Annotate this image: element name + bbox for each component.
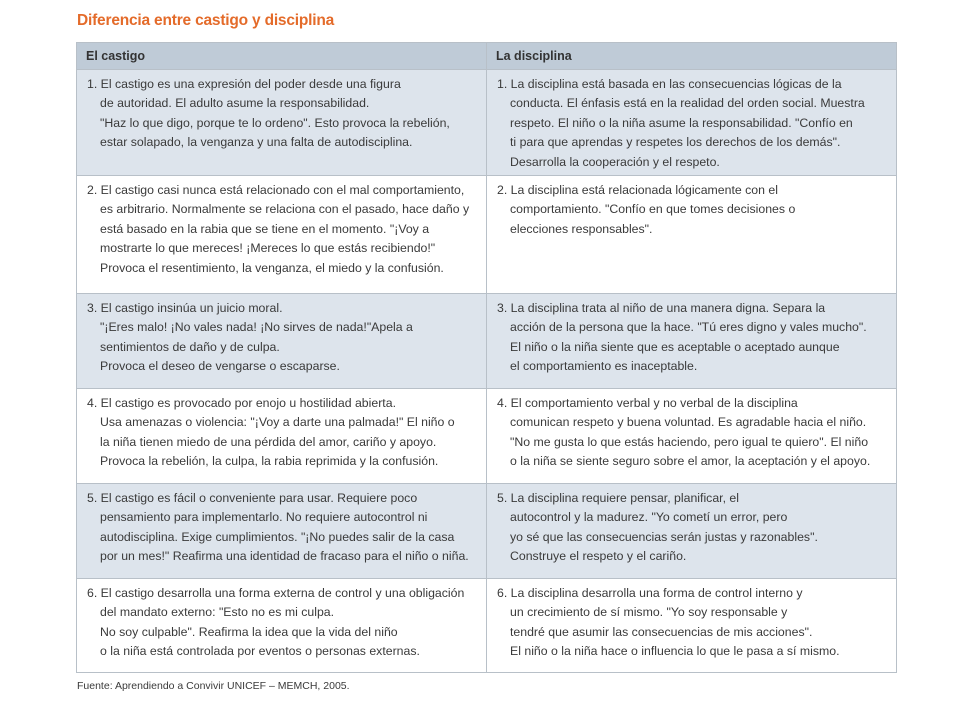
- cell-text-line: Desarrolla la cooperación y el respeto.: [510, 154, 720, 169]
- cell-text-line: respeto. El niño o la niña asume la responsabilidad. "Confío en: [510, 115, 853, 130]
- cell-text-line: autodisciplina. Exige cumplimientos. "¡No puedes salir de la casa: [100, 529, 455, 544]
- cell-text-line: o la niña se siente seguro sobre el amor, la aceptación y el apoyo.: [510, 454, 871, 469]
- cell-text-line: del mandato externo: "Esto no es mi culpa.: [100, 605, 335, 620]
- cell-text-line: No soy culpable". Reafirma la idea que la vida del niño: [100, 624, 398, 639]
- page-title: Diferencia entre castigo y disciplina: [77, 12, 335, 29]
- cell-text-line: 6. El castigo desarrolla una forma externa de control y una obligación: [87, 586, 465, 600]
- column-header-castigo: El castigo: [77, 43, 487, 70]
- cell-text-line: mostrarte lo que mereces! ¡Mereces lo que estás recibiendo!": [100, 241, 436, 256]
- cell-text-line: estar solapado, la venganza y una falta de autodisciplina.: [100, 135, 413, 150]
- cell-text-line: 6. La disciplina desarrolla una forma de control interno y: [497, 586, 803, 600]
- cell-text-line: yo sé que las consecuencias serán justas y razonables".: [510, 529, 818, 544]
- cell-text-line: ti para que aprendas y respetes los derechos de los demás".: [510, 135, 841, 150]
- cell-text-line: Usa amenazas o violencia: "¡Voy a darte una palmada!" El niño o: [100, 415, 455, 430]
- cell-text-line: "¡Eres malo! ¡No vales nada! ¡No sirves de nada!"Apela a: [100, 320, 413, 335]
- cell-disciplina: [487, 294, 897, 389]
- cell-disciplina: [487, 484, 897, 579]
- cell-text-line: Provoca el resentimiento, la venganza, el miedo y la confusión.: [100, 260, 444, 275]
- cell-text-line: la niña tienen miedo de una pérdida del amor, cariño y apoyo.: [100, 434, 437, 449]
- cell-text-line: Provoca la rebelión, la culpa, la rabia reprimida y la confusión.: [100, 454, 439, 469]
- cell-text-line: tendré que asumir las consecuencias de mis acciones".: [510, 624, 813, 639]
- table-row: [77, 294, 897, 389]
- cell-text-line: comunican respeto y buena voluntad. Es agradable hacia el niño.: [510, 415, 867, 430]
- cell-text-line: 3. El castigo insinúa un juicio moral.: [87, 301, 283, 315]
- cell-castigo: [77, 389, 487, 484]
- cell-disciplina: [487, 70, 897, 176]
- cell-text-line: 4. El castigo es provocado por enojo u hostilidad abierta.: [87, 396, 396, 410]
- cell-disciplina: [487, 389, 897, 484]
- source-note: Fuente: Aprendiendo a Convivir UNICEF – MEMCH, 2005.: [77, 680, 350, 692]
- cell-text-line: 2. La disciplina está relacionada lógicamente con el: [497, 183, 778, 197]
- cell-text-line: Provoca el deseo de vengarse o escaparse.: [100, 359, 340, 374]
- cell-disciplina: [487, 579, 897, 673]
- cell-text-line: el comportamiento es inaceptable.: [510, 359, 698, 374]
- cell-text-line: elecciones responsables".: [510, 221, 653, 236]
- cell-text-line: 3. La disciplina trata al niño de una manera digna. Separa la: [497, 301, 826, 315]
- column-header-disciplina: La disciplina: [487, 43, 897, 70]
- cell-castigo: [77, 294, 487, 389]
- cell-text-line: autocontrol y la madurez. "Yo cometí un error, pero: [510, 510, 788, 525]
- cell-castigo: [77, 70, 487, 176]
- cell-castigo: [77, 484, 487, 579]
- cell-text-line: conducta. El énfasis está en la realidad del orden social. Muestra: [510, 96, 865, 111]
- comparison-table: [76, 42, 897, 673]
- cell-text-line: de autoridad. El adulto asume la responsabilidad.: [100, 96, 370, 111]
- cell-text-line: 2. El castigo casi nunca está relacionado con el mal comportamiento,: [87, 183, 465, 197]
- cell-text-line: "Haz lo que digo, porque te lo ordeno". Esto provoca la rebelión,: [100, 115, 450, 130]
- cell-text-line: pensamiento para implementarlo. No requiere autocontrol ni: [100, 510, 428, 525]
- cell-text-line: por un mes!" Reafirma una identidad de fracaso para el niño o niña.: [100, 549, 469, 564]
- cell-castigo: [77, 579, 487, 673]
- cell-text-line: un crecimiento de sí mismo. "Yo soy responsable y: [510, 605, 788, 620]
- cell-text-line: es arbitrario. Normalmente se relaciona con el pasado, hace daño y: [100, 202, 470, 217]
- cell-disciplina: [487, 176, 897, 294]
- table-row: [77, 389, 897, 484]
- cell-text-line: 4. El comportamiento verbal y no verbal de la disciplina: [497, 396, 798, 410]
- cell-text-line: 1. La disciplina está basada en las consecuencias lógicas de la: [497, 77, 842, 91]
- table-row: [77, 176, 897, 294]
- cell-text-line: "No me gusta lo que estás haciendo, pero igual te quiero". El niño: [510, 434, 869, 449]
- table-row: [77, 70, 897, 176]
- cell-text-line: Construye el respeto y el cariño.: [510, 549, 687, 564]
- cell-text-line: 5. El castigo es fácil o conveniente para usar. Requiere poco: [87, 491, 418, 505]
- cell-text-line: 1. El castigo es una expresión del poder desde una figura: [87, 77, 401, 91]
- cell-text-line: El niño o la niña hace o influencia lo que le pasa a sí mismo.: [510, 644, 840, 659]
- cell-castigo: [77, 176, 487, 294]
- cell-text-line: comportamiento. "Confío en que tomes decisiones o: [510, 202, 796, 217]
- cell-text-line: acción de la persona que la hace. "Tú eres digno y vales mucho".: [510, 320, 867, 335]
- cell-text-line: 5. La disciplina requiere pensar, planificar, el: [497, 491, 739, 505]
- cell-text-line: sentimientos de daño y de culpa.: [100, 339, 280, 354]
- table-header-row: [77, 43, 897, 70]
- cell-text-line: está basado en la rabia que se tiene en el momento. "¡Voy a: [100, 221, 430, 236]
- cell-text-line: El niño o la niña siente que es aceptable o aceptado aunque: [510, 339, 840, 354]
- table-row: [77, 484, 897, 579]
- table-row: [77, 579, 897, 673]
- cell-text-line: o la niña está controlada por eventos o personas externas.: [100, 644, 420, 659]
